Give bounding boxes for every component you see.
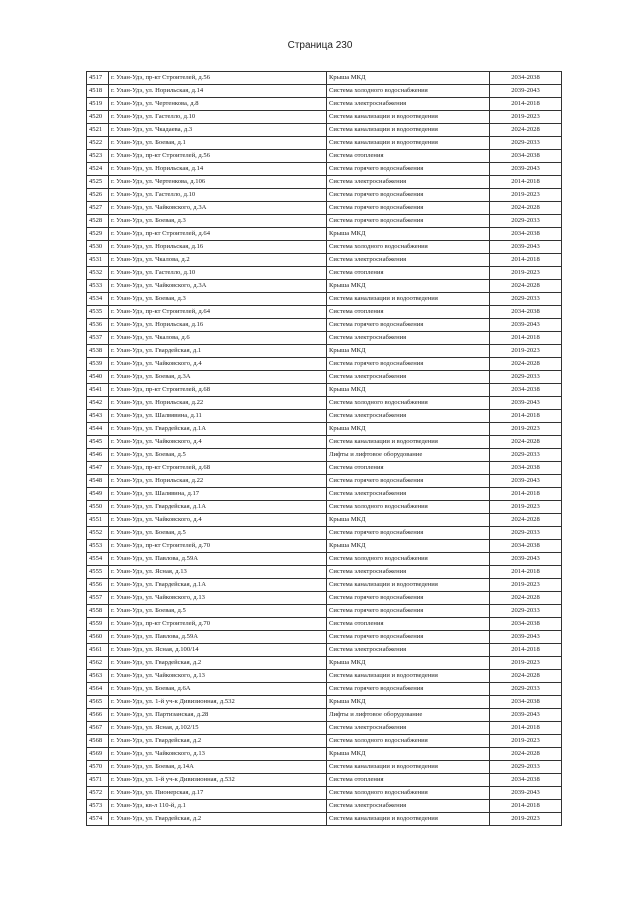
table-row <box>87 150 562 163</box>
address-cell: г. Улан-Удэ, ул. 1-й уч-к Дивизионная, д.532 <box>109 774 327 787</box>
table-row <box>87 813 562 826</box>
work-type-cell: Система горячего водоснабжения <box>327 319 490 332</box>
work-type-cell: Система горячего водоснабжения <box>327 683 490 696</box>
work-type-cell: Система электроснабжения <box>327 488 490 501</box>
address-cell: г. Улан-Удэ, ул. Норильская, д.16 <box>109 319 327 332</box>
table-row <box>87 254 562 267</box>
row-number-cell: 4529 <box>87 228 109 241</box>
period-cell: 2029-2033 <box>490 449 562 462</box>
work-type-cell: Крыша МКД <box>327 384 490 397</box>
work-type-cell: Система канализации и водоотведения <box>327 124 490 137</box>
address-cell: г. Улан-Удэ, пр-кт Строителей, д.68 <box>109 384 327 397</box>
table-row <box>87 748 562 761</box>
row-number-cell: 4543 <box>87 410 109 423</box>
table-row <box>87 462 562 475</box>
period-cell: 2029-2033 <box>490 527 562 540</box>
address-cell: г. Улан-Удэ, ул. Чкадаева, д.3 <box>109 124 327 137</box>
row-number-cell: 4566 <box>87 709 109 722</box>
address-cell: г. Улан-Удэ, ул. Гвардейская, д.1А <box>109 579 327 592</box>
address-cell: г. Улан-Удэ, пр-кт Строителей, д.64 <box>109 228 327 241</box>
row-number-cell: 4542 <box>87 397 109 410</box>
row-number-cell: 4547 <box>87 462 109 475</box>
table-row <box>87 280 562 293</box>
work-type-cell: Система холодного водоснабжения <box>327 553 490 566</box>
table-row <box>87 527 562 540</box>
period-cell: 2019-2023 <box>490 657 562 670</box>
address-cell: г. Улан-Удэ, ул. Чертенкова, д.8 <box>109 98 327 111</box>
work-type-cell: Крыша МКД <box>327 345 490 358</box>
address-cell: г. Улан-Удэ, ул. Норильская, д.16 <box>109 241 327 254</box>
address-cell: г. Улан-Удэ, ул. Гвардейская, д.2 <box>109 813 327 826</box>
work-type-cell: Система электроснабжения <box>327 800 490 813</box>
work-type-cell: Система холодного водоснабжения <box>327 735 490 748</box>
address-cell: г. Улан-Удэ, ул. Гастелло, д.10 <box>109 189 327 202</box>
address-cell: г. Улан-Удэ, ул. Ясная, д.13 <box>109 566 327 579</box>
address-cell: г. Улан-Удэ, ул. Партизанская, д.28 <box>109 709 327 722</box>
row-number-cell: 4569 <box>87 748 109 761</box>
address-cell: г. Улан-Удэ, ул. Гвардейская, д.1А <box>109 501 327 514</box>
address-cell: г. Улан-Удэ, ул. Ясная, д.102/15 <box>109 722 327 735</box>
address-cell: г. Улан-Удэ, ул. Гвардейская, д.2 <box>109 735 327 748</box>
address-cell: г. Улан-Удэ, пр-кт Строителей, д.68 <box>109 462 327 475</box>
work-type-cell: Система отопления <box>327 306 490 319</box>
period-cell: 2029-2033 <box>490 761 562 774</box>
work-type-cell: Система канализации и водоотведения <box>327 761 490 774</box>
address-cell: г. Улан-Удэ, ул. Гастелло, д.10 <box>109 111 327 124</box>
work-type-cell: Система канализации и водоотведения <box>327 579 490 592</box>
period-cell: 2039-2043 <box>490 553 562 566</box>
work-type-cell: Система горячего водоснабжения <box>327 163 490 176</box>
work-type-cell: Система канализации и водоотведения <box>327 111 490 124</box>
row-number-cell: 4540 <box>87 371 109 384</box>
table-row <box>87 410 562 423</box>
row-number-cell: 4531 <box>87 254 109 267</box>
work-type-cell: Система горячего водоснабжения <box>327 202 490 215</box>
period-cell: 2019-2023 <box>490 813 562 826</box>
work-type-cell: Система канализации и водоотведения <box>327 137 490 150</box>
period-cell: 2019-2023 <box>490 111 562 124</box>
row-number-cell: 4551 <box>87 514 109 527</box>
table-row <box>87 722 562 735</box>
work-type-cell: Система холодного водоснабжения <box>327 501 490 514</box>
work-type-cell: Система горячего водоснабжения <box>327 475 490 488</box>
work-type-cell: Система отопления <box>327 150 490 163</box>
row-number-cell: 4521 <box>87 124 109 137</box>
registry-table <box>86 71 562 826</box>
table-row <box>87 332 562 345</box>
period-cell: 2029-2033 <box>490 293 562 306</box>
table-row <box>87 787 562 800</box>
period-cell: 2029-2033 <box>490 371 562 384</box>
table-row <box>87 436 562 449</box>
table-row <box>87 735 562 748</box>
address-cell: г. Улан-Удэ, ул. Боевая, д.14А <box>109 761 327 774</box>
table-row <box>87 709 562 722</box>
period-cell: 2014-2018 <box>490 410 562 423</box>
work-type-cell: Система электроснабжения <box>327 332 490 345</box>
table-row <box>87 384 562 397</box>
table-row <box>87 449 562 462</box>
work-type-cell: Крыша МКД <box>327 514 490 527</box>
row-number-cell: 4574 <box>87 813 109 826</box>
period-cell: 2039-2043 <box>490 397 562 410</box>
work-type-cell: Система электроснабжения <box>327 254 490 267</box>
row-number-cell: 4545 <box>87 436 109 449</box>
table-row <box>87 371 562 384</box>
period-cell: 2029-2033 <box>490 683 562 696</box>
period-cell: 2024-2028 <box>490 280 562 293</box>
work-type-cell: Система электроснабжения <box>327 371 490 384</box>
row-number-cell: 4567 <box>87 722 109 735</box>
period-cell: 2019-2023 <box>490 735 562 748</box>
period-cell: 2034-2038 <box>490 72 562 85</box>
row-number-cell: 4564 <box>87 683 109 696</box>
row-number-cell: 4530 <box>87 241 109 254</box>
period-cell: 2014-2018 <box>490 488 562 501</box>
period-cell: 2014-2018 <box>490 98 562 111</box>
row-number-cell: 4546 <box>87 449 109 462</box>
row-number-cell: 4561 <box>87 644 109 657</box>
address-cell: г. Улан-Удэ, пр-кт Строителей, д.70 <box>109 618 327 631</box>
row-number-cell: 4556 <box>87 579 109 592</box>
work-type-cell: Система холодного водоснабжения <box>327 397 490 410</box>
row-number-cell: 4549 <box>87 488 109 501</box>
address-cell: г. Улан-Удэ, ул. Боевая, д.6А <box>109 683 327 696</box>
work-type-cell: Система горячего водоснабжения <box>327 605 490 618</box>
work-type-cell: Система горячего водоснабжения <box>327 592 490 605</box>
address-cell: г. Улан-Удэ, ул. Гвардейская, д.1 <box>109 345 327 358</box>
table-row <box>87 800 562 813</box>
row-number-cell: 4565 <box>87 696 109 709</box>
address-cell: г. Улан-Удэ, пр-кт Строителей, д.56 <box>109 72 327 85</box>
period-cell: 2039-2043 <box>490 475 562 488</box>
table-row <box>87 423 562 436</box>
address-cell: г. Улан-Удэ, ул. Павлова, д.59А <box>109 553 327 566</box>
period-cell: 2014-2018 <box>490 722 562 735</box>
work-type-cell: Система горячего водоснабжения <box>327 215 490 228</box>
period-cell: 2024-2028 <box>490 592 562 605</box>
address-cell: г. Улан-Удэ, ул. Чайковского, д.13 <box>109 592 327 605</box>
work-type-cell: Система электроснабжения <box>327 176 490 189</box>
address-cell: г. Улан-Удэ, ул. Боевая, д.3А <box>109 371 327 384</box>
table-row <box>87 657 562 670</box>
address-cell: г. Улан-Удэ, ул. Боевая, д.5 <box>109 605 327 618</box>
table-row <box>87 111 562 124</box>
work-type-cell: Система канализации и водоотведения <box>327 436 490 449</box>
row-number-cell: 4550 <box>87 501 109 514</box>
row-number-cell: 4533 <box>87 280 109 293</box>
table-row <box>87 137 562 150</box>
address-cell: г. Улан-Удэ, ул. Пионерская, д.17 <box>109 787 327 800</box>
work-type-cell: Лифты и лифтовое оборудование <box>327 709 490 722</box>
period-cell: 2024-2028 <box>490 670 562 683</box>
period-cell: 2034-2038 <box>490 150 562 163</box>
period-cell: 2039-2043 <box>490 85 562 98</box>
address-cell: г. Улан-Удэ, ул. Гвардейская, д.2 <box>109 657 327 670</box>
work-type-cell: Система электроснабжения <box>327 722 490 735</box>
table-row <box>87 566 562 579</box>
address-cell: г. Улан-Удэ, ул. Гвардейская, д.1А <box>109 423 327 436</box>
row-number-cell: 4527 <box>87 202 109 215</box>
table-row <box>87 631 562 644</box>
period-cell: 2039-2043 <box>490 319 562 332</box>
work-type-cell: Система канализации и водоотведения <box>327 670 490 683</box>
address-cell: г. Улан-Удэ, ул. Боевая, д.3 <box>109 293 327 306</box>
table-row <box>87 514 562 527</box>
table-row <box>87 696 562 709</box>
table-row <box>87 267 562 280</box>
row-number-cell: 4534 <box>87 293 109 306</box>
work-type-cell: Крыша МКД <box>327 423 490 436</box>
table-row <box>87 85 562 98</box>
table-row <box>87 579 562 592</box>
work-type-cell: Система отопления <box>327 267 490 280</box>
work-type-cell: Система холодного водоснабжения <box>327 241 490 254</box>
table-row <box>87 553 562 566</box>
work-type-cell: Система горячего водоснабжения <box>327 358 490 371</box>
period-cell: 2014-2018 <box>490 332 562 345</box>
period-cell: 2024-2028 <box>490 124 562 137</box>
row-number-cell: 4537 <box>87 332 109 345</box>
address-cell: г. Улан-Удэ, ул. Чайковского, д.4 <box>109 436 327 449</box>
table-row <box>87 618 562 631</box>
address-cell: г. Улан-Удэ, ул. Норильская, д.22 <box>109 397 327 410</box>
table-row <box>87 397 562 410</box>
row-number-cell: 4523 <box>87 150 109 163</box>
address-cell: г. Улан-Удэ, ул. Чайковского, д.3А <box>109 280 327 293</box>
registry-table-body <box>87 72 562 826</box>
period-cell: 2034-2038 <box>490 306 562 319</box>
address-cell: г. Улан-Удэ, ул. Боевая, д.1 <box>109 137 327 150</box>
period-cell: 2014-2018 <box>490 800 562 813</box>
period-cell: 2039-2043 <box>490 241 562 254</box>
row-number-cell: 4573 <box>87 800 109 813</box>
address-cell: г. Улан-Удэ, ул. Чертенкова, д.106 <box>109 176 327 189</box>
row-number-cell: 4563 <box>87 670 109 683</box>
row-number-cell: 4535 <box>87 306 109 319</box>
period-cell: 2029-2033 <box>490 605 562 618</box>
period-cell: 2034-2038 <box>490 774 562 787</box>
row-number-cell: 4570 <box>87 761 109 774</box>
row-number-cell: 4524 <box>87 163 109 176</box>
row-number-cell: 4522 <box>87 137 109 150</box>
work-type-cell: Крыша МКД <box>327 228 490 241</box>
period-cell: 2039-2043 <box>490 709 562 722</box>
page-number-header: Страница 230 <box>287 40 353 51</box>
row-number-cell: 4538 <box>87 345 109 358</box>
row-number-cell: 4558 <box>87 605 109 618</box>
work-type-cell: Крыша МКД <box>327 748 490 761</box>
table-row <box>87 124 562 137</box>
period-cell: 2014-2018 <box>490 254 562 267</box>
address-cell: г. Улан-Удэ, ул. Чкалова, д.2 <box>109 254 327 267</box>
address-cell: г. Улан-Удэ, ул. Гастелло, д.10 <box>109 267 327 280</box>
work-type-cell: Крыша МКД <box>327 540 490 553</box>
period-cell: 2034-2038 <box>490 540 562 553</box>
row-number-cell: 4548 <box>87 475 109 488</box>
work-type-cell: Система канализации и водоотведения <box>327 813 490 826</box>
row-number-cell: 4568 <box>87 735 109 748</box>
work-type-cell: Система отопления <box>327 774 490 787</box>
period-cell: 2019-2023 <box>490 189 562 202</box>
table-row <box>87 98 562 111</box>
period-cell: 2034-2038 <box>490 618 562 631</box>
row-number-cell: 4562 <box>87 657 109 670</box>
work-type-cell: Система отопления <box>327 462 490 475</box>
table-row <box>87 215 562 228</box>
period-cell: 2034-2038 <box>490 696 562 709</box>
row-number-cell: 4560 <box>87 631 109 644</box>
address-cell: г. Улан-Удэ, ул. Шалвявина, д.11 <box>109 410 327 423</box>
row-number-cell: 4557 <box>87 592 109 605</box>
work-type-cell: Система холодного водоснабжения <box>327 85 490 98</box>
row-number-cell: 4555 <box>87 566 109 579</box>
table-row <box>87 176 562 189</box>
period-cell: 2039-2043 <box>490 163 562 176</box>
period-cell: 2014-2018 <box>490 176 562 189</box>
period-cell: 2034-2038 <box>490 462 562 475</box>
work-type-cell: Система электроснабжения <box>327 644 490 657</box>
table-row <box>87 761 562 774</box>
table-row <box>87 345 562 358</box>
work-type-cell: Крыша МКД <box>327 72 490 85</box>
work-type-cell: Система электроснабжения <box>327 410 490 423</box>
work-type-cell: Крыша МКД <box>327 280 490 293</box>
period-cell: 2039-2043 <box>490 787 562 800</box>
table-row <box>87 293 562 306</box>
table-row <box>87 488 562 501</box>
row-number-cell: 4554 <box>87 553 109 566</box>
period-cell: 2019-2023 <box>490 579 562 592</box>
work-type-cell: Система холодного водоснабжения <box>327 787 490 800</box>
table-row <box>87 670 562 683</box>
table-row <box>87 202 562 215</box>
address-cell: г. Улан-Удэ, ул. Чайковского, д.3А <box>109 202 327 215</box>
table-row <box>87 72 562 85</box>
address-cell: г. Улан-Удэ, пр-кт Строителей, д.56 <box>109 150 327 163</box>
period-cell: 2029-2033 <box>490 137 562 150</box>
period-cell: 2014-2018 <box>490 566 562 579</box>
table-row <box>87 228 562 241</box>
period-cell: 2019-2023 <box>490 423 562 436</box>
table-row <box>87 592 562 605</box>
period-cell: 2029-2033 <box>490 215 562 228</box>
period-cell: 2024-2028 <box>490 358 562 371</box>
row-number-cell: 4519 <box>87 98 109 111</box>
row-number-cell: 4518 <box>87 85 109 98</box>
table-row <box>87 475 562 488</box>
address-cell: г. Улан-Удэ, ул. Норильская, д.22 <box>109 475 327 488</box>
period-cell: 2024-2028 <box>490 202 562 215</box>
period-cell: 2014-2018 <box>490 644 562 657</box>
address-cell: г. Улан-Удэ, ул. Норильская, д.14 <box>109 163 327 176</box>
row-number-cell: 4517 <box>87 72 109 85</box>
period-cell: 2024-2028 <box>490 748 562 761</box>
address-cell: г. Улан-Удэ, ул. Боевая, д.3 <box>109 215 327 228</box>
table-row <box>87 605 562 618</box>
work-type-cell: Лифты и лифтовое оборудование <box>327 449 490 462</box>
table-row <box>87 358 562 371</box>
row-number-cell: 4559 <box>87 618 109 631</box>
table-row <box>87 644 562 657</box>
work-type-cell: Крыша МКД <box>327 696 490 709</box>
row-number-cell: 4553 <box>87 540 109 553</box>
address-cell: г. Улан-Удэ, ул. Боевая, д.5 <box>109 449 327 462</box>
table-row <box>87 163 562 176</box>
table-row <box>87 306 562 319</box>
table-row <box>87 241 562 254</box>
period-cell: 2024-2028 <box>490 514 562 527</box>
period-cell: 2019-2023 <box>490 267 562 280</box>
address-cell: г. Улан-Удэ, ул. 1-й уч-к Дивизионная, д.532 <box>109 696 327 709</box>
table-row <box>87 540 562 553</box>
address-cell: г. Улан-Удэ, ул. Чкалова, д.6 <box>109 332 327 345</box>
address-cell: г. Улан-Удэ, ул. Павлова, д.59А <box>109 631 327 644</box>
period-cell: 2019-2023 <box>490 501 562 514</box>
work-type-cell: Система электроснабжения <box>327 98 490 111</box>
period-cell: 2019-2023 <box>490 345 562 358</box>
period-cell: 2024-2028 <box>490 436 562 449</box>
work-type-cell: Система канализации и водоотведения <box>327 293 490 306</box>
table-row <box>87 189 562 202</box>
period-cell: 2034-2038 <box>490 228 562 241</box>
row-number-cell: 4541 <box>87 384 109 397</box>
address-cell: г. Улан-Удэ, ул. Чайковского, д.4 <box>109 514 327 527</box>
work-type-cell: Крыша МКД <box>327 657 490 670</box>
work-type-cell: Система горячего водоснабжения <box>327 527 490 540</box>
work-type-cell: Система электроснабжения <box>327 566 490 579</box>
row-number-cell: 4552 <box>87 527 109 540</box>
period-cell: 2034-2038 <box>490 384 562 397</box>
row-number-cell: 4528 <box>87 215 109 228</box>
address-cell: г. Улан-Удэ, ул. Боевая, д.5 <box>109 527 327 540</box>
table-row <box>87 683 562 696</box>
address-cell: г. Улан-Удэ, ул. Чайковского, д.13 <box>109 748 327 761</box>
row-number-cell: 4536 <box>87 319 109 332</box>
address-cell: г. Улан-Удэ, ул. Чайковского, д.4 <box>109 358 327 371</box>
row-number-cell: 4571 <box>87 774 109 787</box>
address-cell: г. Улан-Удэ, кв-л 110-й, д.1 <box>109 800 327 813</box>
address-cell: г. Улан-Удэ, ул. Шалявина, д.17 <box>109 488 327 501</box>
address-cell: г. Улан-Удэ, пр-кт Строителей, д.64 <box>109 306 327 319</box>
table-row <box>87 319 562 332</box>
table-row <box>87 501 562 514</box>
address-cell: г. Улан-Удэ, ул. Норильская, д.14 <box>109 85 327 98</box>
address-cell: г. Улан-Удэ, пр-кт Строителей, д.70 <box>109 540 327 553</box>
row-number-cell: 4520 <box>87 111 109 124</box>
row-number-cell: 4539 <box>87 358 109 371</box>
row-number-cell: 4572 <box>87 787 109 800</box>
work-type-cell: Система горячего водоснабжения <box>327 189 490 202</box>
work-type-cell: Система отопления <box>327 618 490 631</box>
row-number-cell: 4525 <box>87 176 109 189</box>
row-number-cell: 4526 <box>87 189 109 202</box>
work-type-cell: Система горячего водоснабжения <box>327 631 490 644</box>
period-cell: 2039-2043 <box>490 631 562 644</box>
row-number-cell: 4544 <box>87 423 109 436</box>
address-cell: г. Улан-Удэ, ул. Ясная, д.100/14 <box>109 644 327 657</box>
table-row <box>87 774 562 787</box>
address-cell: г. Улан-Удэ, ул. Чайковского, д.13 <box>109 670 327 683</box>
row-number-cell: 4532 <box>87 267 109 280</box>
